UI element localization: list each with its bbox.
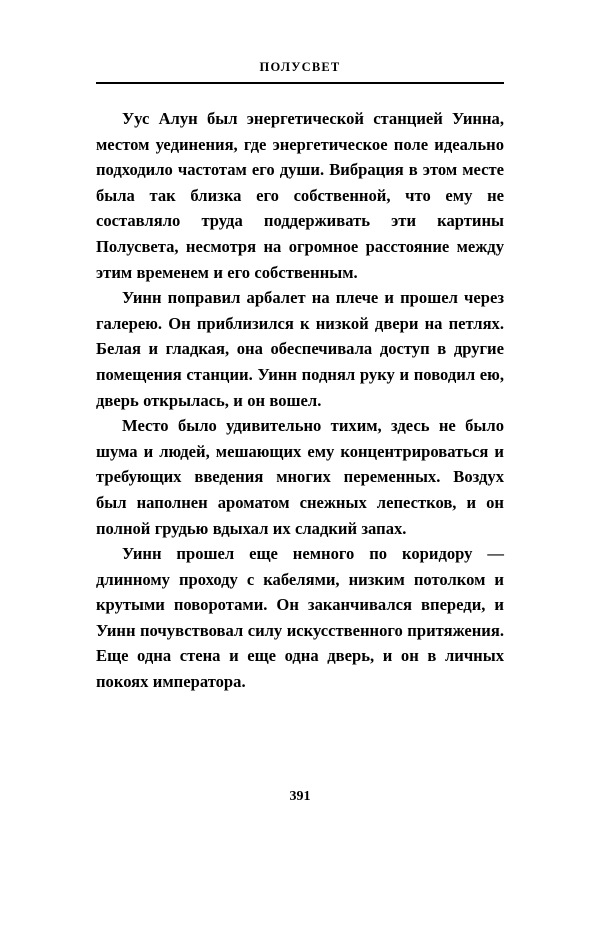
- running-head: ПОЛУСВЕТ: [259, 60, 341, 74]
- paragraph: Место было удивительно тихим, здесь не было шума и людей, мешающих ему концентрироваться и требующих введения многих переменных. Воздух был наполнен ароматом снежных лепестков, и он полной грудью вдыхал их сладкий запах.: [96, 416, 504, 538]
- body-text: [96, 106, 504, 695]
- paragraph: Уинн прошел еще немного по коридору — длинному проходу с кабелями, низким потолком и крутыми поворотами. Он заканчивался впереди, и Уинн почувствовал силу искусственного притяжения. Еще одна стена и еще одна дверь, и он в личных покоях императора.: [96, 544, 504, 692]
- paragraph: Уинн поправил арбалет на плече и прошел через галерею. Он приблизился к низкой двери на петлях. Белая и гладкая, она обеспечивала доступ в другие помещения станции. Уинн поднял руку и поводил ею, дверь открылась, и он вошел.: [96, 288, 504, 410]
- page-content-block: [96, 60, 504, 695]
- paragraph: Уус Алун был энергетической станцией Уинна, местом уединения, где энергетическое поле идеально подходило частотам его души. Вибрация в этом месте была так близка его собственной, что ему не составляло труда поддерживать эти картины Полусвета, несмотря на огромное расстояние между этим временем и его собственным.: [96, 109, 504, 282]
- header-rule: [96, 82, 504, 84]
- page-number: 391: [289, 789, 311, 804]
